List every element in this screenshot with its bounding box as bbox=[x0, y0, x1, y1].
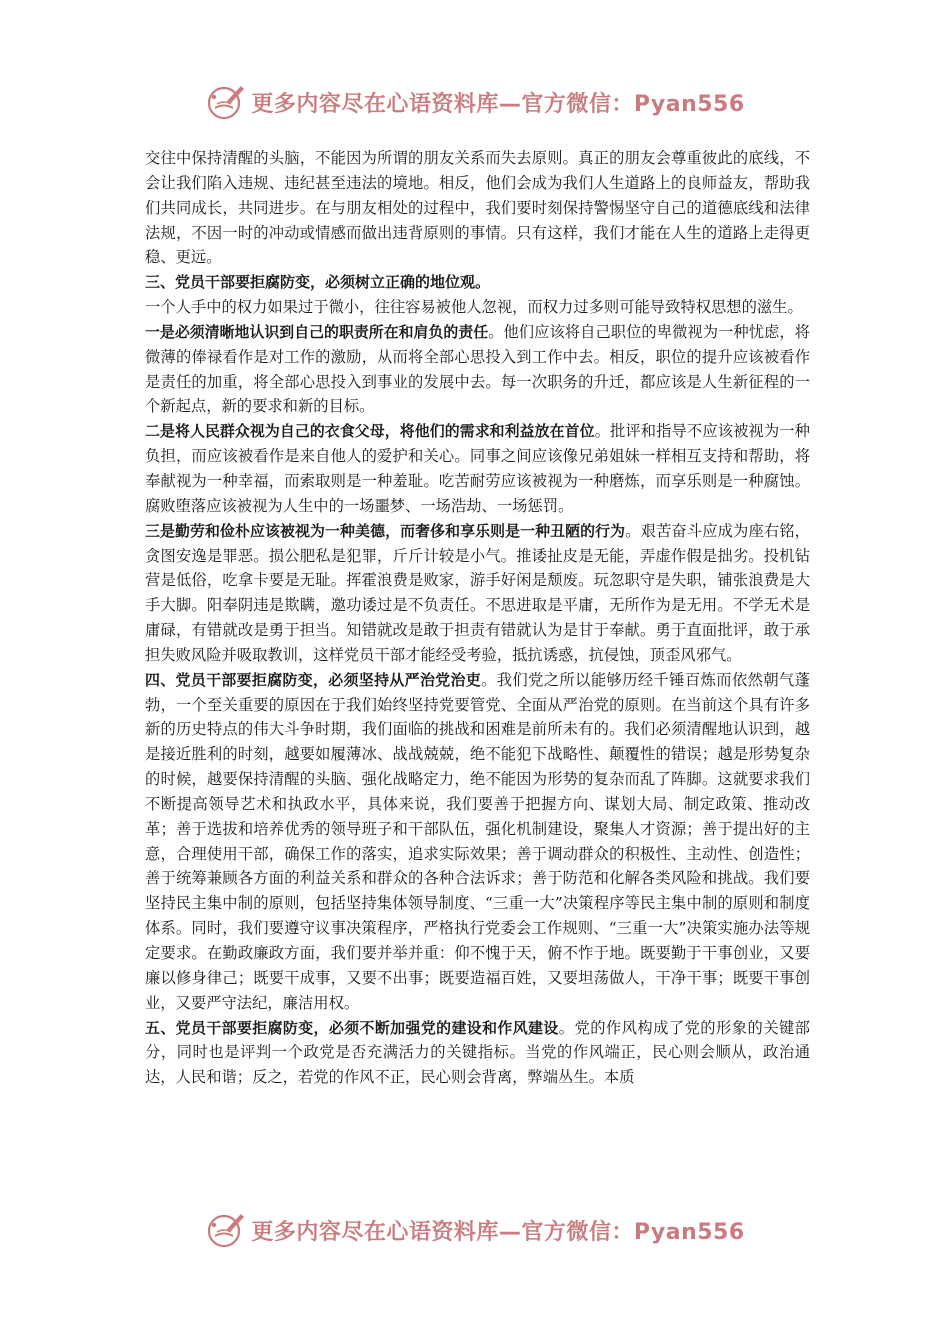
paragraph-power: 一个人手中的权力如果过于微小，往往容易被他人忽视，而权力过多则可能导致特权思想的滋生。 bbox=[145, 298, 803, 317]
paragraph-point-2 bbox=[145, 419, 810, 518]
header-banner-text: 更多内容尽在心语资料库—官方微信：Pyan556 bbox=[251, 91, 745, 117]
document-body bbox=[145, 146, 810, 1090]
section-heading-3: 三、党员干部要拒腐防变，必须树立正确的地位观。 bbox=[145, 273, 491, 292]
pen-book-logo-icon bbox=[205, 1209, 247, 1251]
point-1-lead: 一是必须清晰地认识到自己的职责所在和肩负的责任 bbox=[145, 322, 489, 341]
point-3-lead: 三是勤劳和俭朴应该被视为一种美德，而奢侈和享乐则是一种丑陋的行为 bbox=[145, 521, 626, 540]
footer-banner-text: 更多内容尽在心语资料库—官方微信：Pyan556 bbox=[251, 1219, 745, 1245]
point-1-text: 。他们应该将自己职位的卑微视为一种忧虑，将微薄的俸禄看作是对工作的激励，从而将全部心思投入到工作中去。相反，职位的提升应该被看作是责任的加重，将全部心思投入到事业的发展中去。每一次职务的升迁，都应该是人生新征程的一个新起点，新的要求和新的目标。 bbox=[145, 322, 810, 416]
paragraph-point-1 bbox=[145, 320, 810, 419]
paragraph-section-4 bbox=[145, 668, 810, 1016]
header-banner bbox=[0, 80, 950, 124]
paragraph-point-3 bbox=[145, 519, 810, 668]
paragraph-friendship: 交往中保持清醒的头脑，不能因为所谓的朋友关系而失去原则。真正的朋友会尊重彼此的底线，不会让我们陷入违规、违纪甚至违法的境地。相反，他们会成为我们人生道路上的良师益友，帮助我们共同成长，共同进步。在与朋友相处的过程中，我们要时刻保持警惕坚守自己的道德底线和法律法规，不因一时的冲动或情感而做出违背原则的事情。只有这样，我们才能在人生的道路上走得更稳、更远。 bbox=[145, 149, 810, 267]
section-4-text: 。我们党之所以能够历经千锤百炼而依然朝气蓬勃，一个至关重要的原因在于我们始终坚持党要管党、全面从严治党的原则。在当前这个具有许多新的历史特点的伟大斗争时期，我们面临的挑战和困难是前所未有的。我们必须清醒地认识到，越是接近胜利的时刻，越要如履薄冰、战战兢兢，绝不能犯下战略性、颠覆性的错误；越是形势复杂的时候，越要保持清醒的头脑、强化战略定力，绝不能因为形势的复杂而乱了阵脚。这就要求我们不断提高领导艺术和执政水平，具体来说，我们要善于把握方向、谋划大局、制定政策、推动改革；善于选拔和培养优秀的领导班子和干部队伍，强化机制建设，聚集人才资源；善于提出好的主意，合理使用干部，确保工作的落实，追求实际效果；善于调动群众的积极性、主动性、创造性；善于统筹兼顾各方面的利益关系和群众的各种合法诉求；善于防范和化解各类风险和挑战。我们要坚持民主集中制的原则，包括坚持集体领导制度、“三重一大”决策程序等民主集中制的原则和制度体系。同时，我们要遵守议事决策程序，严格执行党委会工作规则、“三重一大”决策实施办法等规定要求。在勤政廉政方面，我们要并举并重：仰不愧于天，俯不怍于地。既要勤于干事创业，又要廉以修身律己；既要干成事，又要不出事；既要造福百姓，又要坦荡做人，干净干事；既要干事创业，又要严守法纪，廉洁用权。 bbox=[145, 670, 810, 1012]
point-2-lead: 二是将人民群众视为自己的衣食父母，将他们的需求和利益放在首位 bbox=[145, 422, 595, 441]
section-4-lead: 四、党员干部要拒腐防变，必须坚持从严治党治吏 bbox=[145, 670, 482, 689]
point-3-text: 。艰苦奋斗应成为座右铭，贪图安逸是罪恶。损公肥私是犯罪，斤斤计较是小气。推诿扯皮是无能，弄虚作假是拙劣。投机钻营是低俗，吃拿卡要是无耻。挥霍浪费是败家，游手好闲是颓废。玩忽职守是失职，铺张浪费是大手大脚。阳奉阴违是欺瞒，邀功诿过是不负责任。不思进取是平庸，无所作为是无用。不学无术是庸碌，有错就改是勇于担当。知错就改是敢于担责有错就认为是甘于奉献。勇于直面批评，敢于承担失败风险并吸取教训，这样党员干部才能经受考验，抵抗诱惑，抗侵蚀，顶歪风邪气。 bbox=[145, 521, 810, 664]
section-5-lead: 五、党员干部要拒腐防变，必须不断加强党的建设和作风建设 bbox=[145, 1018, 559, 1037]
pen-book-logo-icon bbox=[205, 81, 247, 123]
section-5-text: 。党的作风构成了党的形象的关键部分，同时也是评判一个政党是否充满活力的关键指标。当党的作风端正，民心则会顺从，政治通达，人民和谐；反之，若党的作风不正，民心则会背离，弊端丛生。本质 bbox=[145, 1018, 810, 1087]
point-2-text: 。批评和指导不应该被视为一种负担，而应该被看作是来自他人的爱护和关心。同事之间应该像兄弟姐妹一样相互支持和帮助，将奉献视为一种幸福，而索取则是一种羞耻。吃苦耐劳应该被视为一种磨炼，而享乐则是一种腐蚀。腐败堕落应该被视为人生中的一场噩梦、一场浩劫、一场惩罚。 bbox=[145, 422, 810, 515]
paragraph-section-5 bbox=[145, 1016, 810, 1091]
footer-banner bbox=[0, 1208, 950, 1252]
